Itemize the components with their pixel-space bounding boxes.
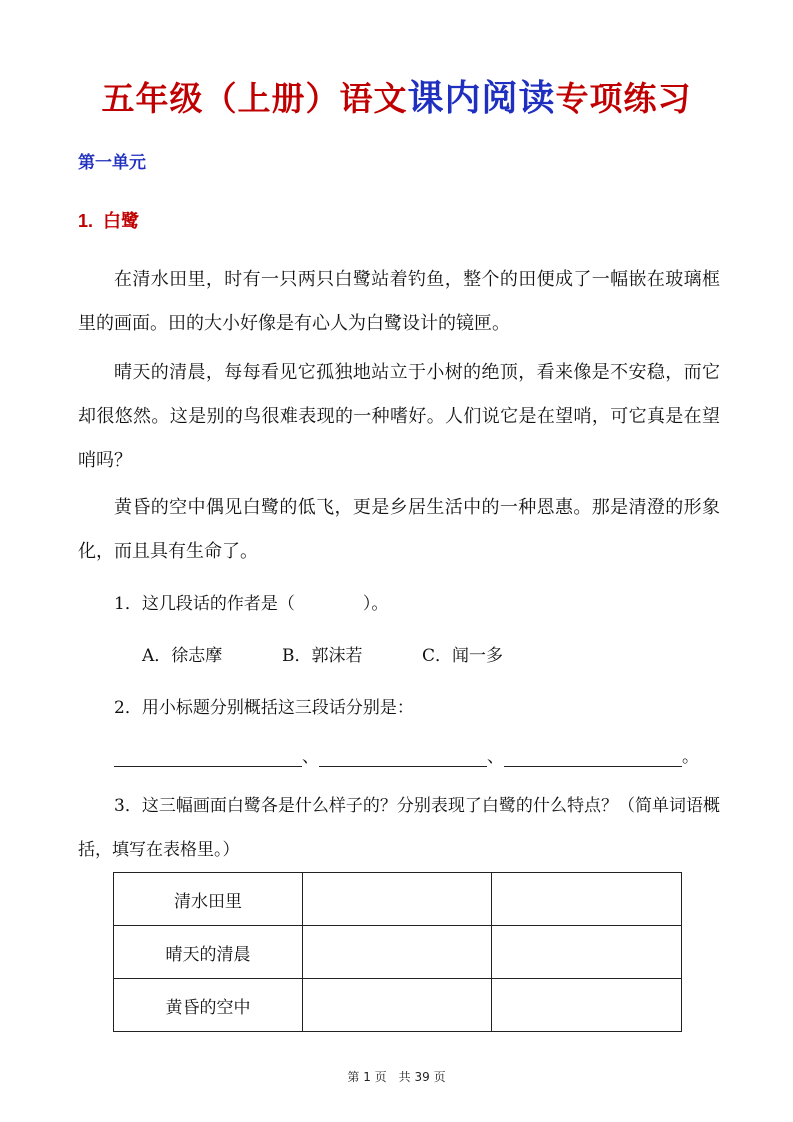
- separator-2: 、: [487, 747, 504, 767]
- answer-blank-1[interactable]: [114, 744, 302, 767]
- answer-blank-2[interactable]: [319, 744, 487, 767]
- question-1: 1．这几段话的作者是（ ）。: [114, 594, 389, 614]
- table-answer-cell[interactable]: [303, 979, 492, 1032]
- question-2: 2．用小标题分别概括这三段话分别是：: [114, 698, 414, 718]
- page-title: [0, 70, 793, 121]
- table-row-label: 晴天的清晨: [114, 926, 303, 979]
- table-answer-cell[interactable]: [492, 926, 682, 979]
- lesson-name: 白鹭: [103, 211, 140, 232]
- table-row-label: 黄昏的空中: [114, 979, 303, 1032]
- question-1-options: [142, 641, 503, 666]
- lesson-heading: [78, 207, 139, 233]
- passage-paragraph-2: 晴天的清晨，每每看见它孤独地站立于小树的绝顶，看来像是不安稳，而它却很悠然。这是别的鸟很难表现的一种嗜好。人们说它是在望哨，可它真是在望哨吗？: [78, 362, 720, 471]
- question-2-answer-blanks: [114, 742, 699, 767]
- passage-paragraph-3: 黄昏的空中偶见白鹭的低飞，更是乡居生活中的一种恩惠。那是清澄的形象化，而且具有生命了。: [78, 497, 720, 562]
- title-reading: 课内阅读: [407, 78, 556, 119]
- table-row: [114, 926, 682, 979]
- passage-paragraph-1: 在清水田里，时有一只两只白鹭站着钓鱼，整个的田便成了一幅嵌在玻璃框里的画面。田的大小好像是有心人为白鹭设计的镜匣。: [78, 269, 720, 334]
- table-row: [114, 979, 682, 1032]
- table-answer-cell[interactable]: [303, 873, 492, 926]
- table-row: [114, 873, 682, 926]
- option-c[interactable]: C．闻一多: [422, 646, 504, 666]
- unit-heading: 第一单元: [78, 153, 146, 173]
- answer-blank-3[interactable]: [504, 744, 682, 767]
- question-3: 3．这三幅画面白鹭各是什么样子的？分别表现了白鹭的什么特点？（简单词语概括，填写在表格里。）: [78, 796, 720, 860]
- title-grade: 五年级（上册）语文: [101, 79, 408, 118]
- table-answer-cell[interactable]: [492, 873, 682, 926]
- page-footer: 第 1 页 共 39 页: [347, 1070, 446, 1084]
- separator-3: 。: [682, 747, 699, 767]
- table-row-label: 清水田里: [114, 873, 303, 926]
- option-a[interactable]: A．徐志摩: [142, 646, 223, 666]
- table-answer-cell[interactable]: [492, 979, 682, 1032]
- option-b[interactable]: B．郭沫若: [282, 646, 363, 666]
- separator-1: 、: [302, 747, 319, 767]
- lesson-number: 1.: [78, 211, 94, 231]
- title-practice: 专项练习: [555, 79, 692, 118]
- table-answer-cell[interactable]: [303, 926, 492, 979]
- answer-table: [113, 872, 682, 1032]
